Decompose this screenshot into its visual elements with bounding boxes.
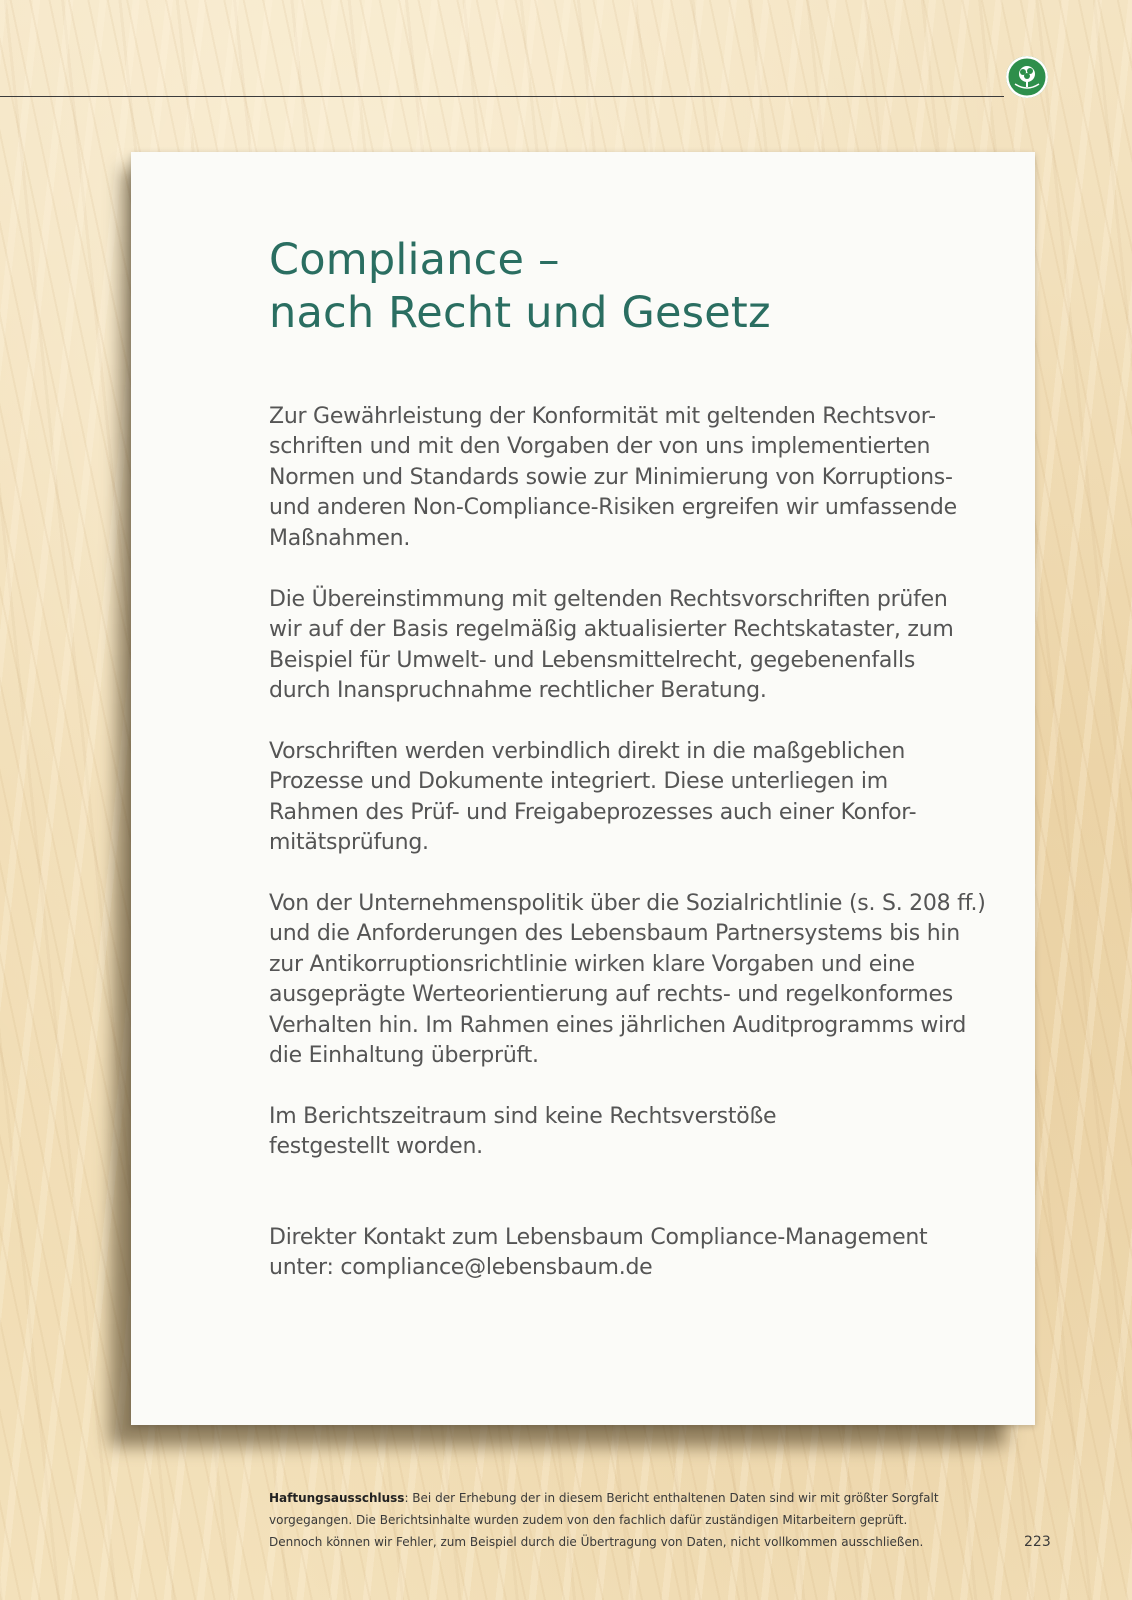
text-line: durch Inanspruchnahme rechtlicher Beratung. <box>269 678 767 704</box>
paragraph-legal-register <box>269 585 969 707</box>
header-rule <box>0 96 1004 97</box>
text-line: Beispiel für Umwelt- und Lebensmittelrecht, gegebenenfalls <box>269 647 916 673</box>
page-number: 223 <box>1024 1534 1051 1550</box>
text-line: wir auf der Basis regelmäßig aktualisierter Rechtskataster, zum <box>269 617 954 643</box>
text-line: und die Anforderungen des Lebensbaum Partnersystems bis hin <box>269 921 960 947</box>
text-line: Von der Unternehmenspolitik über die Sozialrichtlinie (s. S. 208 ff.) <box>269 891 986 916</box>
text-line: Zur Gewährleistung der Konformität mit geltenden Rechtsvor- <box>269 404 936 429</box>
text-line: Vorschriften werden verbindlich direkt in die maßgeblichen <box>269 739 906 764</box>
text-line: Maßnahmen. <box>269 525 411 551</box>
disclaimer-label: Haftungsausschluss <box>269 1491 405 1505</box>
title-line-1: Compliance – <box>269 235 560 285</box>
text-line: die Einhaltung überprüft. <box>269 1043 539 1069</box>
paragraph-no-violations <box>269 1102 969 1163</box>
paragraph-contact <box>269 1223 969 1284</box>
text-line: und anderen Non-Compliance-Risiken ergreifen wir umfassende <box>269 495 957 521</box>
text-line: zur Antikorruptionsrichtlinie wirken klare Vorgaben und eine <box>269 951 915 977</box>
paragraph-conformity <box>269 402 969 554</box>
text-line: ausgeprägte Werteorientierung auf rechts- und regelkonformes <box>269 982 953 1008</box>
paragraph-regulations <box>269 737 969 859</box>
paragraph-policies <box>269 889 986 1071</box>
text-line: festgestellt worden. <box>269 1134 483 1160</box>
disclaimer-line-3: Dennoch können wir Fehler, zum Beispiel durch die Übertragung von Daten, nicht vollkommen ausschließen. <box>269 1535 924 1549</box>
text-line: Normen und Standards sowie zur Minimierung von Korruptions- <box>269 464 953 490</box>
lebensbaum-logo-icon <box>1006 56 1048 98</box>
disclaimer-line-2: vorgegangen. Die Berichtsinhalte wurden zudem von den fachlich dafür zuständigen Mitarbeitern geprüft. <box>269 1513 908 1527</box>
title-line-2: nach Recht und Gesetz <box>269 288 771 338</box>
text-line: Rahmen des Prüf- und Freigabeprozesses auch einer Konfor- <box>269 799 917 825</box>
disclaimer <box>269 1487 989 1553</box>
disclaimer-text: : Bei der Erhebung der in diesem Bericht enthaltenen Daten sind wir mit größter Sorgfalt <box>404 1491 939 1505</box>
text-line: Die Übereinstimmung mit geltenden Rechtsvorschriften prüfen <box>269 587 948 612</box>
text-line: Verhalten hin. Im Rahmen eines jährlichen Auditprogramms wird <box>269 1012 967 1038</box>
text-line: schriften und mit den Vorgaben der von uns implementierten <box>269 434 931 460</box>
text-line: Prozesse und Dokumente integriert. Diese unterliegen im <box>269 769 888 795</box>
text-line: Direkter Kontakt zum Lebensbaum Compliance-Management <box>269 1225 928 1250</box>
page-title <box>269 234 969 340</box>
text-line: mitätsprüfung. <box>269 830 429 856</box>
disclaimer-line-1 <box>269 1487 989 1509</box>
text-line: Im Berichtszeitraum sind keine Rechtsverstöße <box>269 1104 777 1129</box>
contact-email-line: unter: compliance@lebensbaum.de <box>269 1255 653 1281</box>
